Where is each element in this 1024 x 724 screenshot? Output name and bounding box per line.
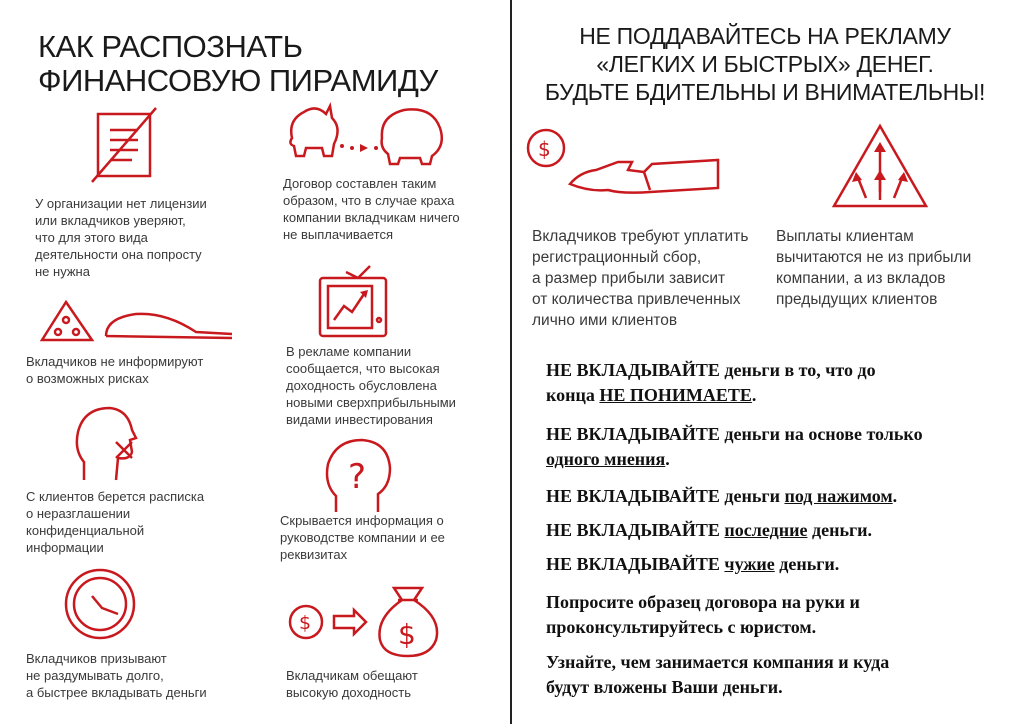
advice-1: Попросите образец договора на руки и проконсультируйтесь с юристом. bbox=[546, 592, 860, 637]
right-title: НЕ ПОДДАВАЙТЕСЬ НА РЕКЛАМУ «ЛЕГКИХ И БЫСТРЫХ» ДЕНЕГ. БУДЬТЕ БДИТЕЛЬНЫ И ВНИМАТЕЛЬНЫ! bbox=[544, 23, 986, 105]
left-item6-text: Скрывается информация о руководстве компании и ее реквизитах bbox=[280, 513, 445, 562]
cheese-mousetrap-icon bbox=[36, 296, 236, 346]
crossed-document-icon bbox=[92, 108, 162, 188]
pig-piggybank-icon bbox=[282, 98, 452, 168]
dollar-coin-hand-icon bbox=[522, 122, 722, 202]
svg-text:$: $ bbox=[299, 612, 312, 634]
rule-4: НЕ ВКЛАДЫВАЙТЕ последние деньги. bbox=[546, 520, 873, 540]
center-divider bbox=[510, 0, 512, 724]
clock-icon bbox=[62, 566, 142, 646]
tv-chart-icon bbox=[318, 258, 398, 338]
question-head-icon bbox=[322, 436, 402, 516]
left-item1-text: У организации нет лицензии или вкладчиков уверяют, что для этого вида деятельности она попросту не нужна bbox=[35, 196, 207, 279]
left-item5-text: С клиентов берется расписка о неразглашении конфиденциальной информации bbox=[26, 489, 205, 555]
left-item4-text: В рекламе компании сообщается, что высокая доходность обусловлена новыми сверхприбыльными видами инвестирования bbox=[286, 344, 456, 427]
left-item3-text: Вкладчиков не информируют о возможных рисках bbox=[26, 354, 204, 386]
left-item2-text: Договор составлен таким образом, что в случае краха компании вкладчикам ничего не выплачивается bbox=[283, 176, 460, 242]
rule-3: НЕ ВКЛАДЫВАЙТЕ деньги под нажимом. bbox=[546, 486, 898, 506]
svg-text:?: ? bbox=[348, 457, 367, 497]
rule-2: НЕ ВКЛАДЫВАЙТЕ деньги на основе только одного мнения. bbox=[546, 424, 923, 469]
silenced-head-icon bbox=[70, 402, 150, 482]
rule-1: НЕ ВКЛАДЫВАЙТЕ деньги в то, что до конца НЕ ПОНИМАЕТЕ. bbox=[546, 360, 876, 405]
svg-text:$: $ bbox=[398, 618, 416, 651]
left-item7-text: Вкладчиков призывают не раздумывать долго, а быстрее вкладывать деньги bbox=[26, 651, 207, 700]
pyramid-arrows-icon bbox=[832, 122, 932, 212]
svg-text:$: $ bbox=[538, 137, 551, 161]
advice-2: Узнайте, чем занимается компания и куда будут вложены Ваши деньги. bbox=[546, 652, 890, 697]
left-item8-text: Вкладчикам обещают высокую доходность bbox=[286, 668, 418, 700]
left-title-line1: КАК РАСПОЗНАТЬ bbox=[38, 29, 303, 64]
right-item2-text: Выплаты клиентам вычитаются не из прибыли компании, а из вкладов предыдущих клиентов bbox=[776, 228, 972, 308]
dollar-to-moneybag-icon bbox=[286, 578, 446, 658]
right-item1-text: Вкладчиков требуют уплатить регистрационный сбор, а размер прибыли зависит от количества привлеченных лично ими клиентов bbox=[532, 228, 749, 329]
left-title-line2: ФИНАНСОВУЮ ПИРАМИДУ bbox=[38, 63, 438, 98]
rule-5: НЕ ВКЛАДЫВАЙТЕ чужие деньги. bbox=[546, 554, 840, 574]
left-title bbox=[38, 30, 438, 98]
